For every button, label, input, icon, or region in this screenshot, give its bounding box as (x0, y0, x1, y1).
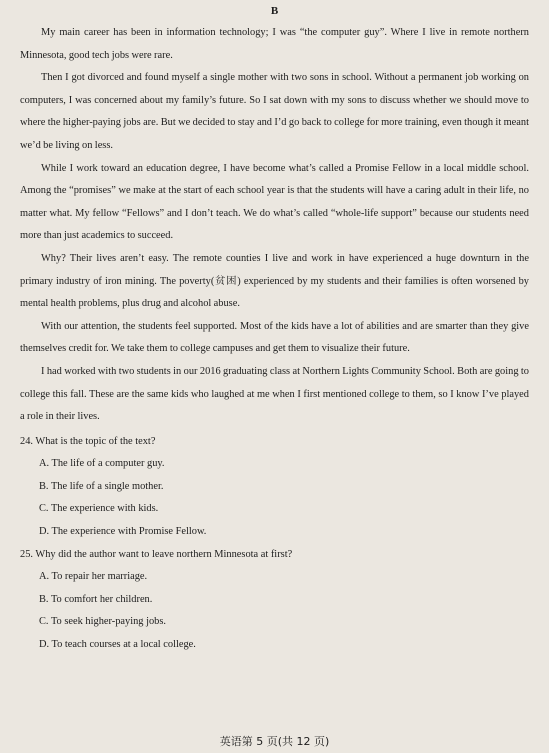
passage-paragraph-2: Then I got divorced and found myself a single mother with two sons in school. Without a permanent job working on computers, I was concerned about my family’s future. So I sat down with my sons to discuss whether we should move to where the higher-paying jobs are. But we decided to stay and I’d go back to college for more training, even though it meant we’d be living on less. (20, 72, 529, 151)
option-d: D. The experience with Promise Fellow. (39, 526, 207, 538)
page-footer: 英语第 5 页(共 12 页) (219, 735, 330, 748)
passage-paragraph-5: With our attention, the students feel supported. Most of the kids have a lot of abilities and are smarter than they give themselves credit for. We take them to college campuses and get them to visualize their future. (20, 320, 529, 355)
option-b: B. The life of a single mother. (39, 480, 164, 492)
reading-passage (20, 22, 529, 429)
question-24 (20, 431, 529, 544)
question-stem: 25. Why did the author want to leave northern Minnesota at first? (20, 548, 293, 560)
option-c: C. The experience with kids. (39, 503, 159, 515)
option-b: B. To comfort her children. (39, 593, 153, 605)
option-a: A. To repair her marriage. (39, 571, 148, 583)
question-stem: 24. What is the topic of the text? (20, 435, 156, 447)
passage-paragraph-1: My main career has been in information technology; I was “the computer guy”. Where I live in remote northern Minnesota, good tech jobs were rare. (20, 27, 529, 61)
question-list (20, 431, 529, 657)
option-a: A. The life of a computer guy. (39, 458, 165, 470)
passage-paragraph-6: I had worked with two students in our 2016 graduating class at Northern Lights Community School. Both are going to college this fall. These are the same kids who laughed at me when I first mentioned college to them, so I know I’ve played a role in their lives. (20, 365, 529, 423)
question-25 (20, 544, 529, 657)
option-d: D. To teach courses at a local college. (39, 639, 196, 651)
passage-paragraph-4: Why? Their lives aren’t easy. The remote counties I live and work in have experienced a huge downturn in the primary industry of iron mining. The poverty(贫困) experienced by my students and their families is often worsened by mental health problems, plus drug and alcohol abuse. (20, 252, 529, 310)
section-label: B (270, 5, 279, 17)
passage-paragraph-3: While I work toward an education degree, I have become what’s called a Promise Fellow in a local middle school. Among the “promises” we make at the start of each school year is that the students will have a caring adult in their life, no matter what. My fellow “Fellows” and I don’t teach. We do what’s called “whole-life support” because our students need more than just academics to succeed. (20, 162, 529, 242)
option-c: C. To seek higher-paying jobs. (39, 616, 167, 628)
